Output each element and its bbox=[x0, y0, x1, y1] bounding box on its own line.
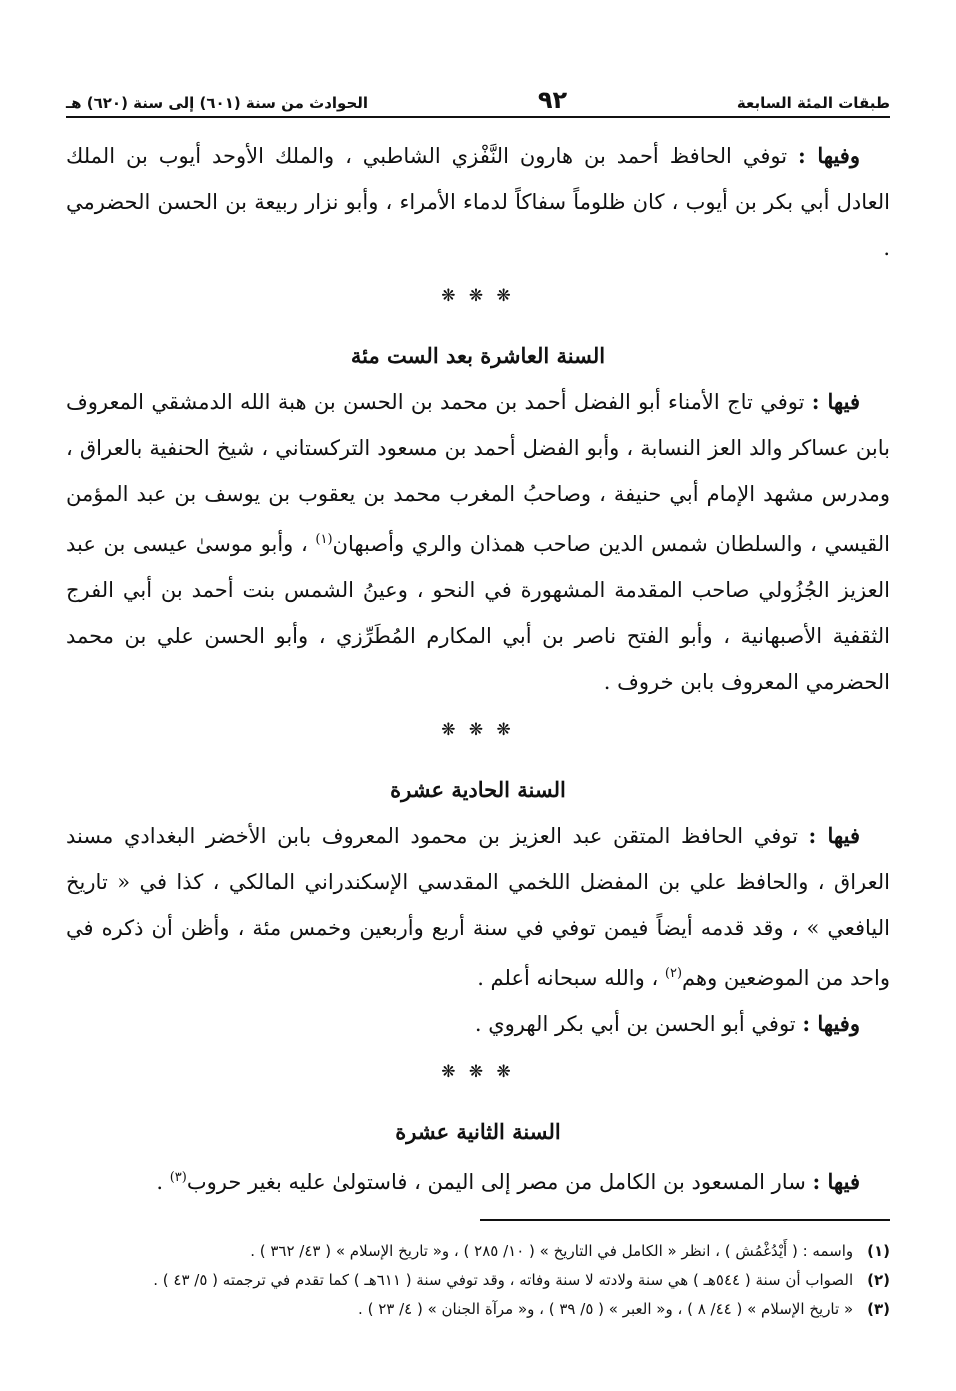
paragraph-text: توفي الحافظ المتقن عبد العزيز بن محمود المعروف بابن الأخضر البغدادي مسند العراق ، والحافظ علي بن المفضل اللخمي المقدسي الإسكندراني المالكي ، كذا في « تاريخ اليافعي » ، وقد قدمه أيضاً فيمن توفي في سنة أربع وأربعين وخمس مئة ، وأظن أن ذكره في واحد من الموضعين وهم bbox=[66, 824, 890, 990]
footnote-ref-3[interactable]: (٣) bbox=[169, 1170, 187, 1185]
section-separator: ❋ ❋ ❋ bbox=[441, 286, 515, 306]
section-heading-610: السنة العاشرة بعد الست مئة bbox=[350, 343, 606, 368]
footnote-1 bbox=[66, 1237, 890, 1266]
footnote-ref-2[interactable]: (٢) bbox=[664, 966, 683, 981]
footnotes bbox=[66, 1237, 890, 1324]
paragraph-text: توفي الحافظ أحمد بن هارون النَّفْزي الشاطبي ، والملك الأوحد أيوب بن الملك العادل أبي بكر بن أيوب ، كان ظلوماً سفاكاً لدماء الأمراء ، وأبو نزار ربيعة بن الحسن الحضرمي . bbox=[66, 144, 890, 260]
footnote-number: (٣) bbox=[867, 1300, 890, 1318]
section-heading-612: السنة الثانية عشرة bbox=[395, 1119, 561, 1144]
section-heading-611: السنة الحادية عشرة bbox=[390, 777, 566, 802]
paragraph-3 bbox=[66, 813, 890, 1001]
paragraph-lead: وفيها : bbox=[798, 143, 860, 168]
footnote-ref-1[interactable]: (١) bbox=[315, 532, 333, 547]
main-text bbox=[66, 133, 890, 1205]
footnote-text: « تاريخ الإسلام » ( ٤٤/ ٨ ) ، و« العبر » ( ٥/ ٣٩ ) ، و« مرآة الجنان » ( ٤/ ٢٣ ) . bbox=[358, 1300, 854, 1318]
footnote-number: (١) bbox=[867, 1242, 890, 1260]
running-header bbox=[66, 78, 890, 118]
paragraph-text: . bbox=[156, 1170, 170, 1194]
paragraph-text: ، وأبو موسىٰ عيسى بن عبد العزيز الجُزُولي صاحب المقدمة المشهورة في النحو ، وعينُ الشمس بنت أحمد بن أبي الفرج الثقفية الأصبهانية ، وأبو الفتح ناصر بن أبي المكارم المُطَرِّزي ، وأبو الحسن علي بن محمد الحضرمي المعروف بابن خروف . bbox=[66, 532, 890, 694]
footnote-2 bbox=[66, 1266, 890, 1295]
footnote-divider bbox=[480, 1219, 890, 1221]
paragraph-4 bbox=[66, 1001, 890, 1047]
paragraph-text: توفي تاج الأمناء أبو الفضل أحمد بن محمد بن الحسن بن هبة الله الدمشقي المعروف بابن عساكر والد العز النسابة ، وأبو الفضل أحمد بن مسعود التركستاني ، شيخ الحنفية بالعراق ، ومدرس مشهد الإمام أبي حنيفة ، وصاحبُ المغرب محمد بن يعقوب بن يوسف بن عبد المؤمن القيسي ، والسلطان شمس الدين صاحب همذان والري وأصبهان bbox=[66, 390, 890, 556]
paragraph-lead: وفيها : bbox=[802, 1011, 860, 1036]
footnote-text: واسمه : ( أَيْدُغْمُش ) ، انظر « الكامل في التاريخ » ( ١٠/ ٢٨٥ ) ، و« تاريخ الإسلام » ( ٤٣/ ٣٦٢ ) . bbox=[250, 1242, 854, 1260]
section-separator: ❋ ❋ ❋ bbox=[441, 720, 515, 740]
page-number: ٩٢ bbox=[537, 86, 568, 114]
book-title: طبقات المئة السابعة bbox=[736, 94, 890, 112]
paragraph-5 bbox=[66, 1155, 890, 1205]
section-separator: ❋ ❋ ❋ bbox=[441, 1062, 515, 1082]
paragraph-text: توفي أبو الحسن بن أبي بكر الهروي . bbox=[474, 1012, 803, 1036]
footnote-3 bbox=[66, 1295, 890, 1324]
paragraph-lead: فيها : bbox=[808, 823, 860, 848]
paragraph-lead: فيها : bbox=[811, 389, 860, 414]
paragraph-lead: فيها : bbox=[812, 1169, 860, 1194]
paragraph-2 bbox=[66, 379, 890, 705]
footnote-text: الصواب أن سنة ( ٥٤٤هـ ) هي سنة ولادته لا سنة وفاته ، وقد توفي سنة ( ٦١١هـ ) كما تقدم في ترجمته ( ٥/ ٤٣ ) . bbox=[153, 1271, 854, 1289]
paragraph-1 bbox=[66, 133, 890, 271]
paragraph-text: سار المسعود بن الكامل من مصر إلى اليمن ، فاستولىٰ عليه بغير حروب bbox=[186, 1170, 813, 1194]
chapter-title: الحوادث من سنة (٦٠١) إلى سنة (٦٢٠) هـ bbox=[66, 94, 369, 112]
paragraph-text: ، والله سبحانه أعلم . bbox=[477, 966, 665, 990]
footnote-number: (٢) bbox=[867, 1271, 890, 1289]
